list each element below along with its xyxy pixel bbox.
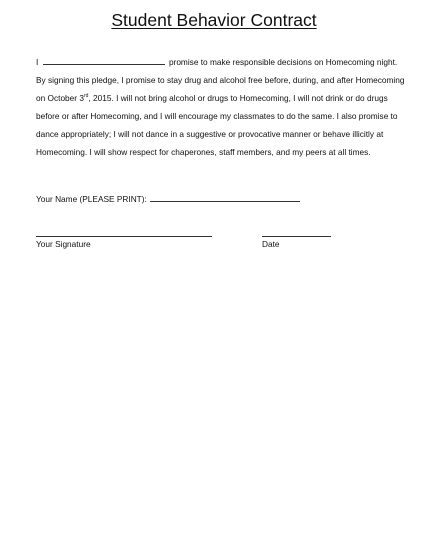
- pledge-text-rest: , 2015. I will not bring alcohol or drugs to Homecoming, I will not drink or do drugs before or after Homecoming, and I will encourage my classmates to do the same. I also promise to dance appropriately; I will not dance in a suggestive or provocative manner or behave illicitly at Homecoming. I will show respect for chaperones, staff members, and my peers at all times.: [36, 93, 398, 158]
- printed-name-label: Your Name (PLEASE PRINT):: [36, 194, 147, 204]
- printed-name-row: [36, 193, 300, 205]
- signature-label: Your Signature: [36, 239, 91, 249]
- date-line[interactable]: [262, 236, 331, 237]
- page-title: Student Behavior Contract: [111, 10, 317, 30]
- ordinal-suffix: rd: [83, 93, 89, 100]
- signature-line[interactable]: [36, 236, 212, 237]
- pledge-pronoun: I: [36, 57, 39, 67]
- date-label: Date: [262, 239, 280, 249]
- student-name-blank[interactable]: [43, 56, 165, 65]
- printed-name-blank[interactable]: [150, 193, 300, 202]
- pledge-text-start: promise to make responsible decisions on Homecoming night. By signing this pledge, I promise to stay drug and alcohol free before, during, and after Homecoming on October 3: [36, 57, 405, 104]
- pledge-paragraph: [36, 53, 408, 162]
